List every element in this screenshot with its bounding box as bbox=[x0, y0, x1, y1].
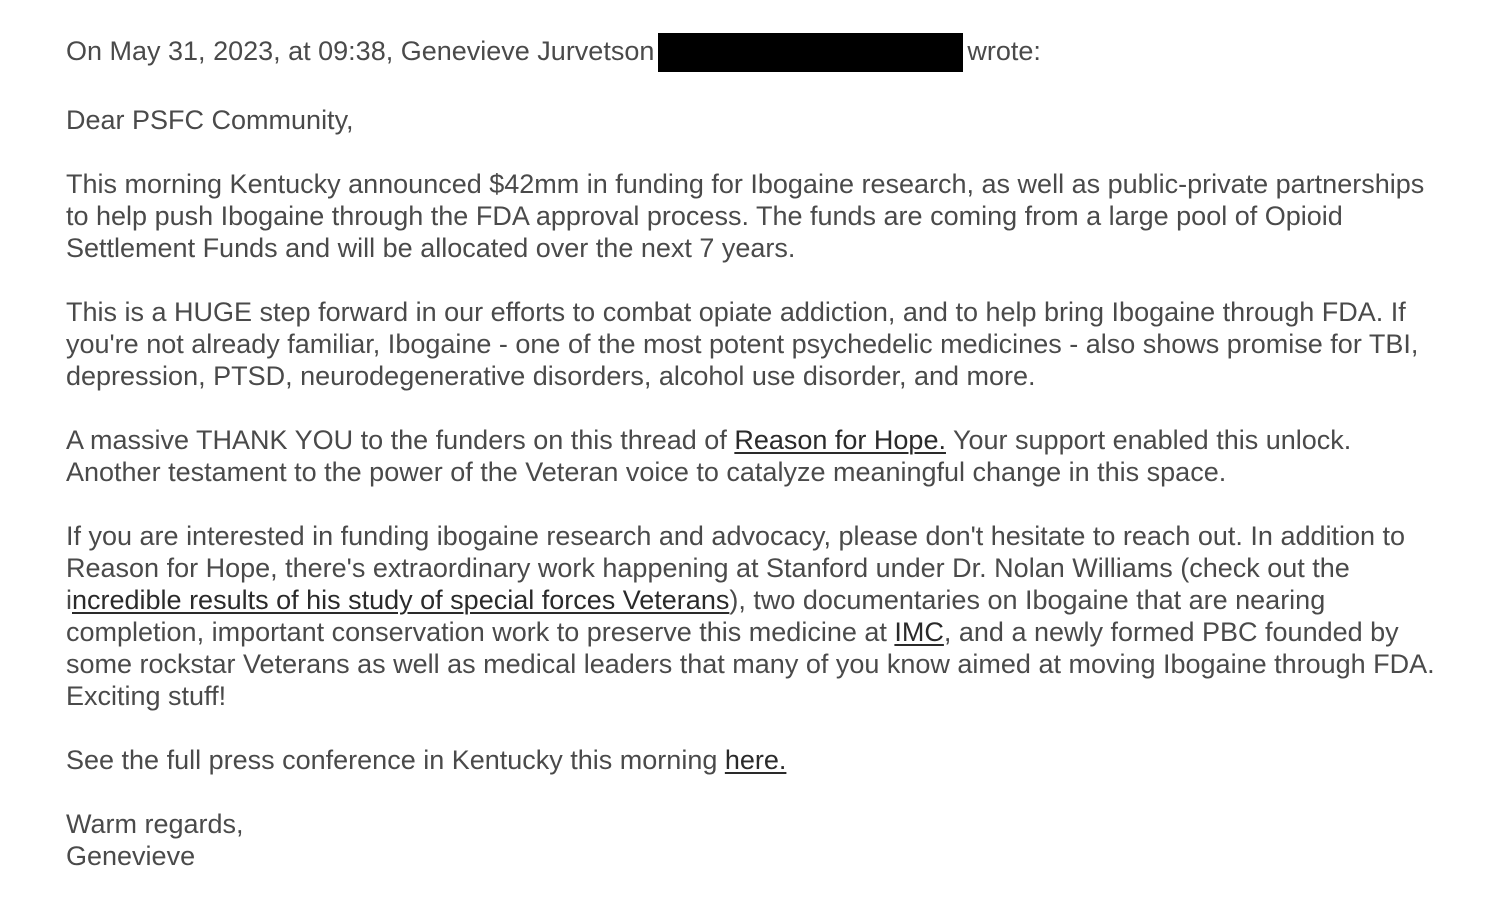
paragraph-funding-interest bbox=[66, 520, 1446, 712]
thank-you-text-before: A massive THANK YOU to the funders on this thread of bbox=[66, 425, 735, 455]
paragraph-thank-you bbox=[66, 424, 1446, 488]
greeting: Dear PSFC Community, bbox=[66, 105, 354, 135]
reason-for-hope-link[interactable]: Reason for Hope. bbox=[734, 425, 946, 455]
funding-text-part3: , and a newly formed PBC founded by some rockstar Veterans as well as medical leaders that many of you know aimed at moving Ibogaine through FDA. Exciting stuff! bbox=[66, 617, 1435, 711]
email-header-prefix: On May 31, 2023, at 09:38, Genevieve Jurvetson bbox=[66, 36, 655, 66]
paragraph-huge-step: This is a HUGE step forward in our efforts to combat opiate addiction, and to help bring Ibogaine through FDA. If you're not already familiar, Ibogaine - one of the most potent psychedelic medicines - also shows promise for TBI, depression, PTSD, neurodegenerative disorders, alcohol use disorder, and more. bbox=[66, 297, 1419, 391]
signature-name: Genevieve bbox=[66, 841, 196, 871]
signoff bbox=[66, 808, 1446, 872]
email-header-line bbox=[66, 33, 1446, 72]
thank-you-text-after: Your support enabled this unlock. Another testament to the power of the Veteran voice to catalyze meaningful change in this space. bbox=[66, 425, 1352, 487]
imc-link[interactable]: IMC bbox=[894, 617, 944, 647]
press-conference-link[interactable]: here. bbox=[724, 745, 787, 775]
paragraph-funding-announcement: This morning Kentucky announced $42mm in funding for Ibogaine research, as well as public-private partnerships to help push Ibogaine through the FDA approval process. The funds are coming from a large pool of Opioid Settlement Funds and will be allocated over the next 7 years. bbox=[66, 169, 1425, 263]
closing-line: Warm regards, bbox=[66, 809, 244, 839]
email-header-suffix: wrote: bbox=[967, 36, 1041, 66]
stanford-study-link[interactable]: ncredible results of his study of special forces Veterans bbox=[72, 585, 730, 615]
paragraph-press-conference bbox=[66, 744, 1446, 776]
press-conference-text: See the full press conference in Kentucky this morning bbox=[66, 745, 725, 775]
funding-text-part2: ), two documentaries on Ibogaine that are nearing completion, important conservation work to preserve this medicine at bbox=[66, 585, 1326, 647]
funding-text-part1: If you are interested in funding ibogaine research and advocacy, please don't hesitate to reach out. In addition to Reason for Hope, there's extraordinary work happening at Stanford under Dr. Nolan Williams (check out the i bbox=[66, 521, 1406, 615]
email-body bbox=[66, 33, 1446, 872]
redacted-email-address bbox=[658, 33, 963, 72]
